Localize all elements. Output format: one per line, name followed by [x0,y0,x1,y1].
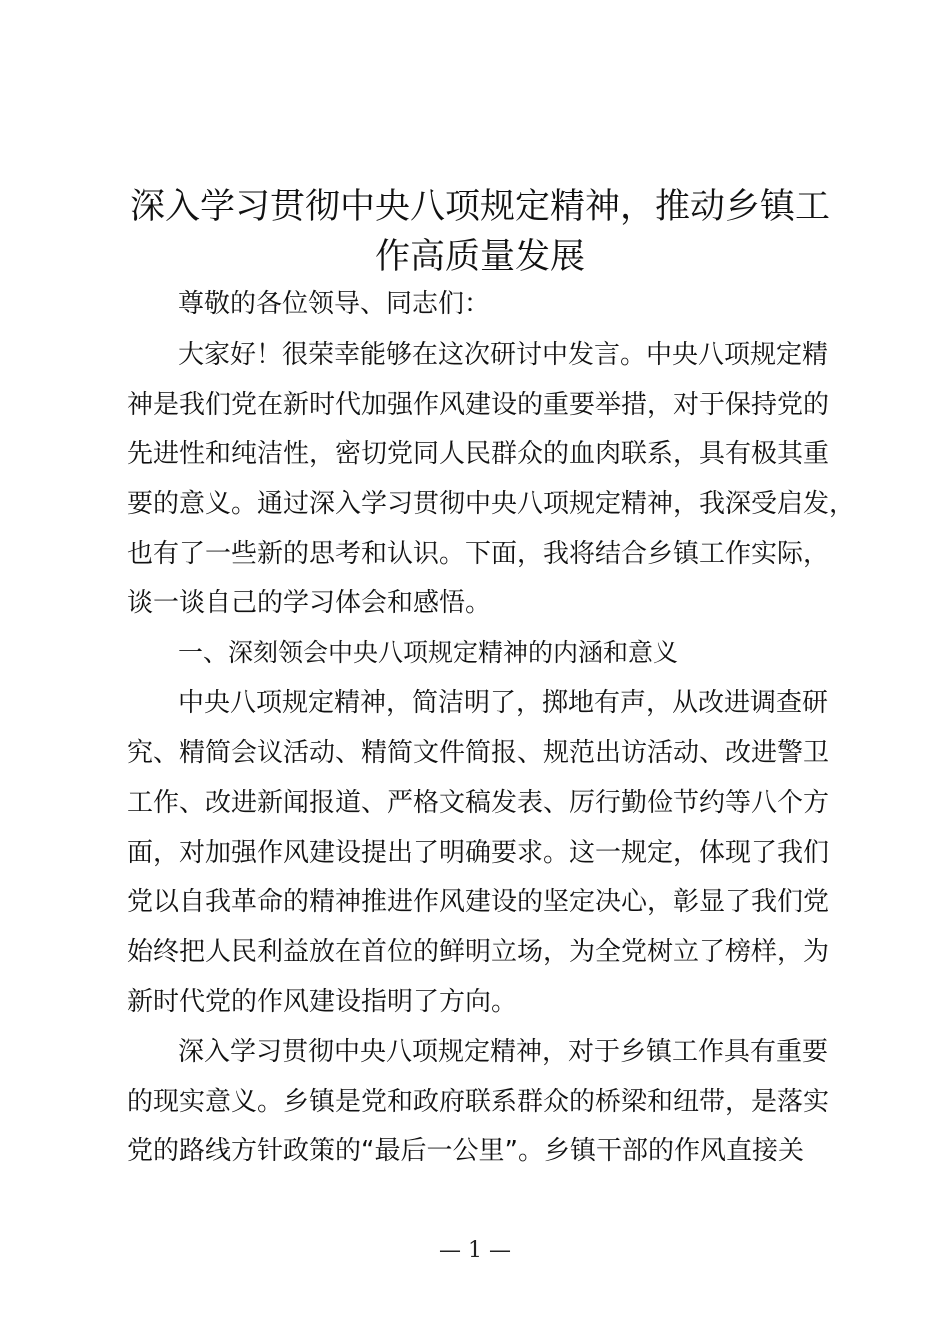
document-title-line-1: 深入学习贯彻中央八项规定精神，推动乡镇工 [129,187,830,227]
paragraph-3-line-1: 深入学习贯彻中央八项规定精神，对于乡镇工作具有重要 [178,1037,829,1067]
page-number: — 1 — [439,1238,511,1263]
paragraph-1-line-2: 神是我们党在新时代加强作风建设的重要举措，对于保持党的 [127,390,830,420]
paragraph-3-line-3: 党的路线方针政策的“最后一公里”。乡镇干部的作风直接关 [127,1136,804,1166]
paragraph-3-line-2: 的现实意义。乡镇是党和政府联系群众的桥梁和纽带，是落实 [127,1087,830,1117]
paragraph-2-line-6: 始终把人民利益放在首位的鲜明立场，为全党树立了榜样，为 [127,937,830,967]
paragraph-1-line-1: 大家好！很荣幸能够在这次研讨中发言。中央八项规定精 [178,340,829,370]
paragraph-1-line-3: 先进性和纯洁性，密切党同人民群众的血肉联系，具有极其重 [127,439,830,469]
paragraph-1-line-6: 谈一谈自己的学习体会和感悟。 [127,588,492,618]
document-title-line-2: 作高质量发展 [374,237,585,277]
section-heading-1: 一、深刻领会中央八项规定精神的内涵和意义 [178,638,679,667]
paragraph-2-line-7: 新时代党的作风建设指明了方向。 [127,987,518,1017]
paragraph-2-line-3: 工作、改进新闻报道、严格文稿发表、厉行勤俭节约等八个方 [127,788,830,818]
paragraph-2-line-5: 党以自我革命的精神推进作风建设的坚定决心，彰显了我们党 [127,887,830,917]
paragraph-1-line-5: 也有了一些新的思考和认识。下面，我将结合乡镇工作实际， [127,539,830,569]
salutation: 尊敬的各位领导、同志们： [178,289,491,319]
paragraph-2-line-4: 面，对加强作风建设提出了明确要求。这一规定，体现了我们 [127,838,830,868]
paragraph-2-line-1: 中央八项规定精神，简洁明了，掷地有声，从改进调查研 [178,688,829,718]
paragraph-2-line-2: 究、精简会议活动、精简文件简报、规范出访活动、改进警卫 [127,738,830,768]
paragraph-1-line-4: 要的意义。通过深入学习贯彻中央八项规定精神，我深受启发， [127,489,856,519]
